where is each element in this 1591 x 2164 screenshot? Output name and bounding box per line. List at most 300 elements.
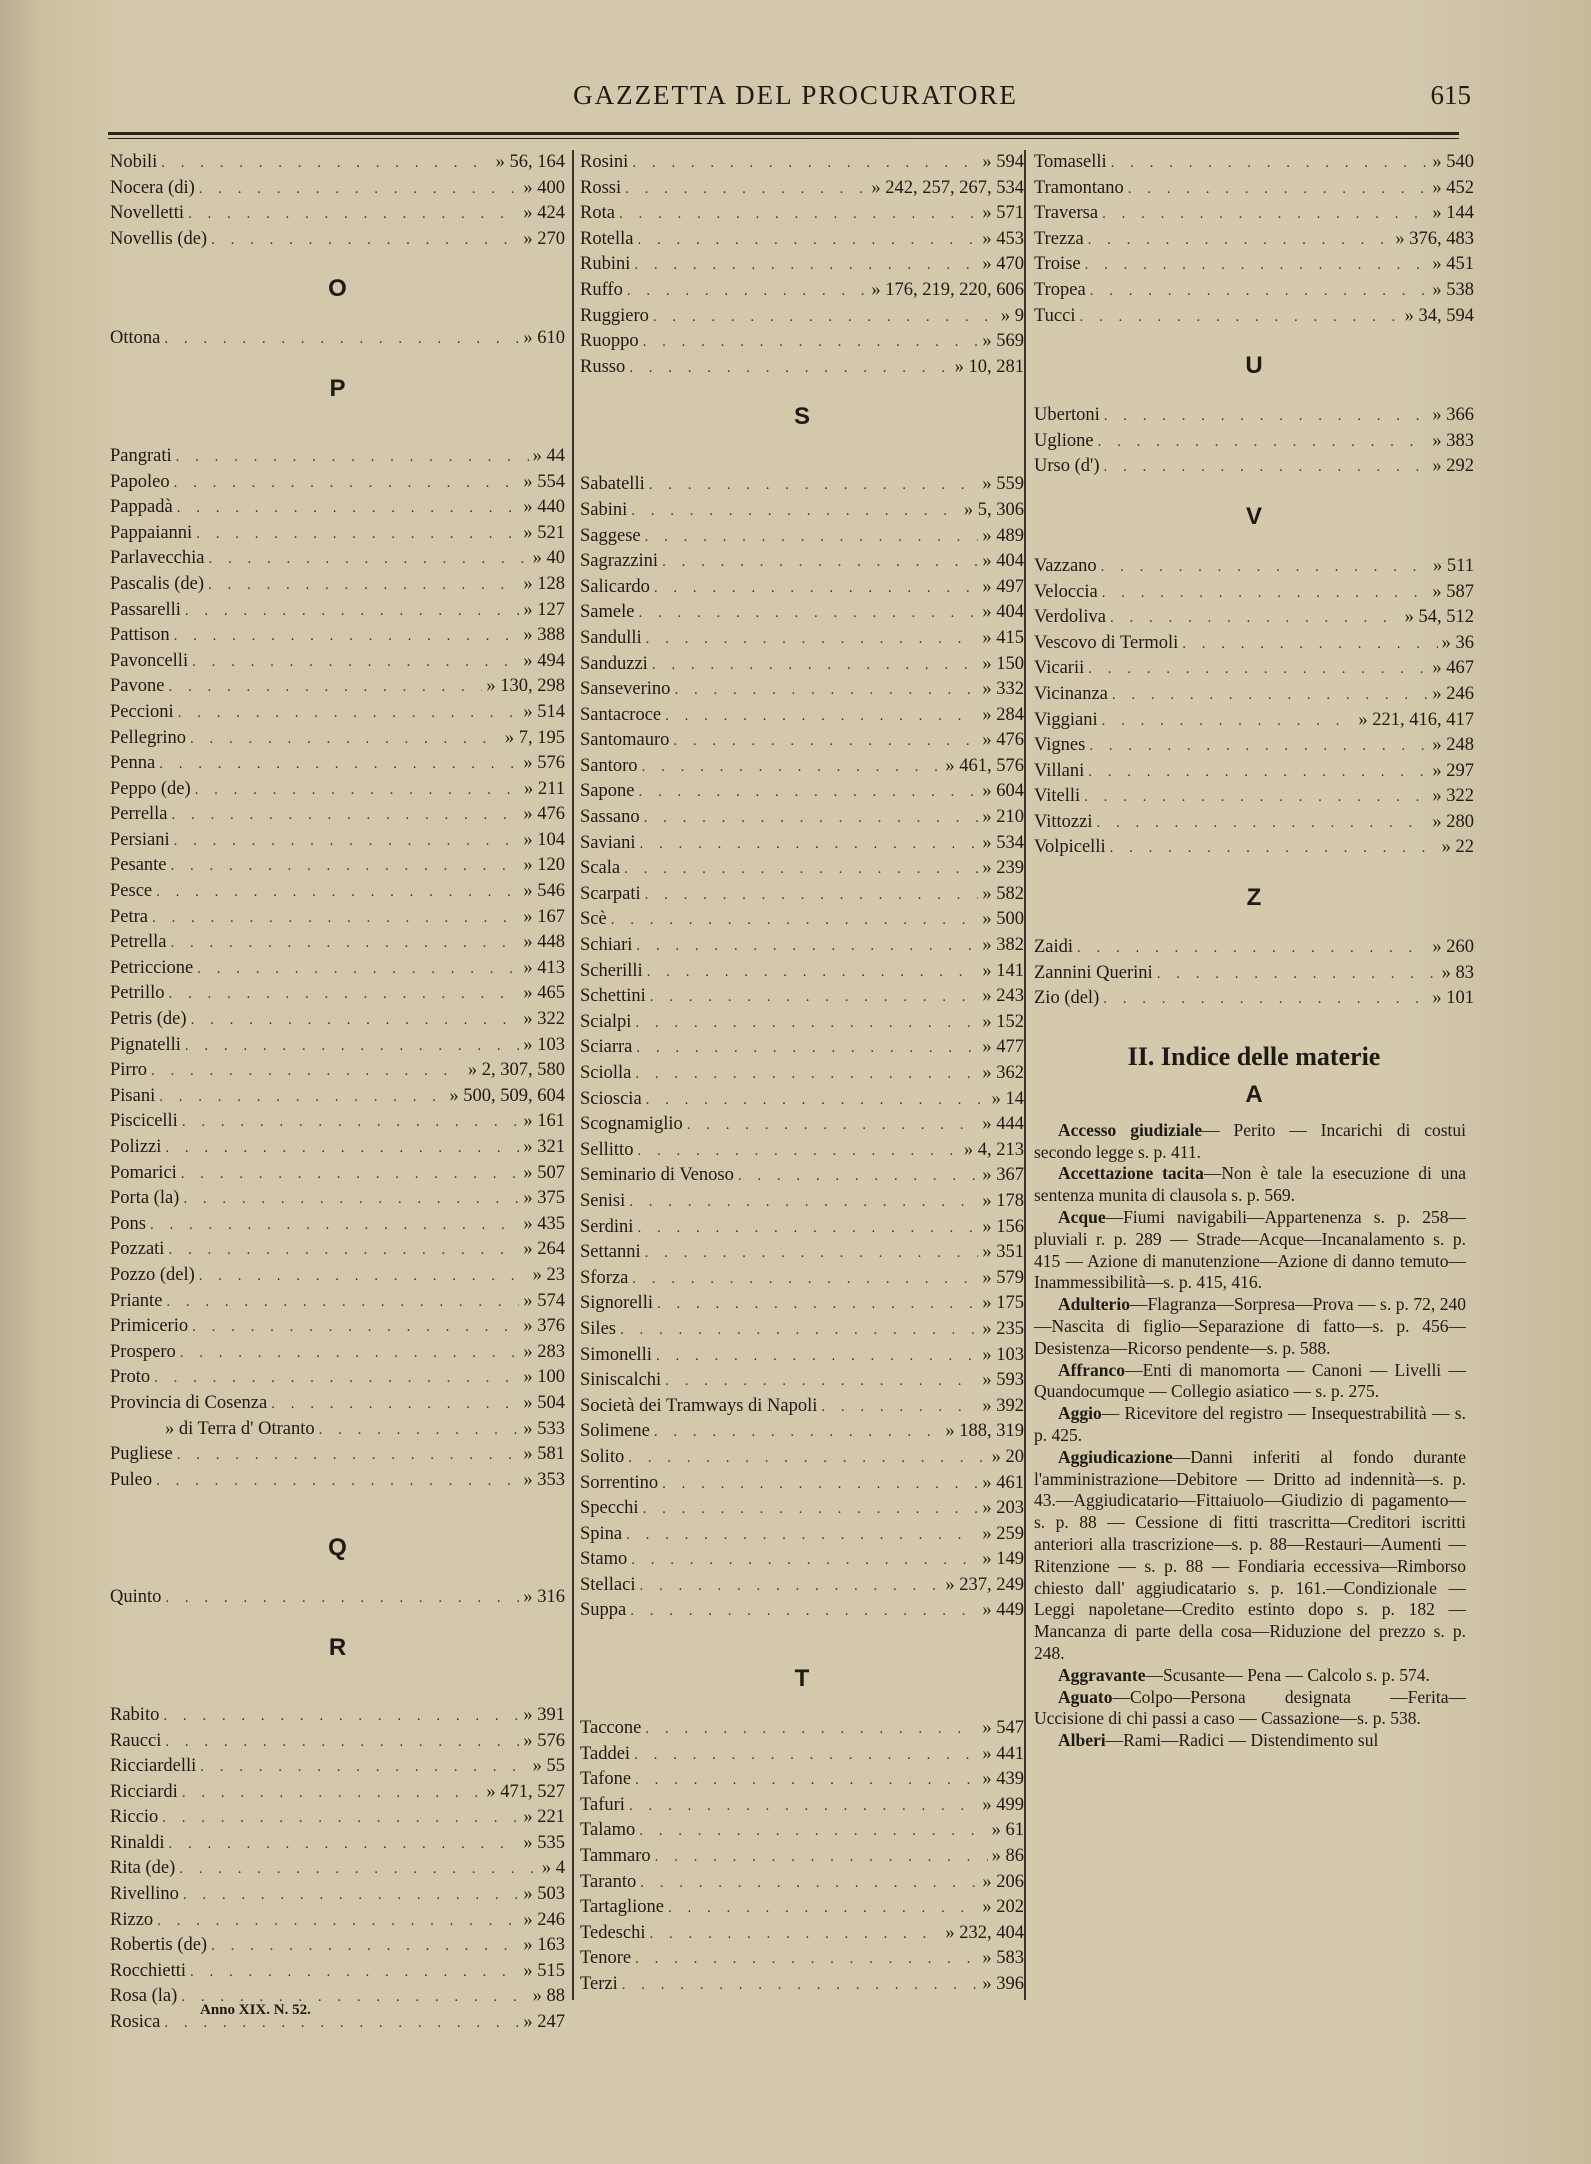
index-entry [110, 1780, 565, 1806]
subject-text: — Ricevitore del registro — Insequestrabilità — s. p. 425. [1034, 1403, 1466, 1445]
leader-dots [168, 675, 482, 701]
index-entry [1034, 201, 1474, 227]
leader-dots [209, 547, 529, 573]
leader-dots [640, 1871, 978, 1897]
entry-pages: » 36 [1441, 632, 1474, 653]
leader-dots [638, 601, 978, 627]
entry-name: Rossi [580, 177, 622, 198]
entry-pages: » 221 [523, 1807, 565, 1828]
index-entry [110, 623, 565, 649]
index-entry [110, 1908, 565, 1934]
index-entry [580, 1946, 1024, 1972]
entry-name: Porta (la) [110, 1188, 180, 1209]
index-entry [580, 201, 1024, 227]
entry-name: Settanni [580, 1242, 641, 1263]
leader-dots [622, 1973, 979, 1999]
leader-dots [195, 778, 520, 804]
entry-pages: » 471, 527 [486, 1781, 565, 1802]
entry-name: Scherilli [580, 960, 643, 981]
leader-dots [1111, 151, 1429, 177]
entry-name: Pascalis (de) [110, 573, 205, 594]
subject-term: Adulterio [1058, 1294, 1130, 1315]
leader-dots [625, 177, 867, 203]
leader-dots [211, 1934, 519, 1960]
leader-dots [1128, 177, 1429, 203]
leader-dots [657, 1292, 978, 1318]
leader-dots [161, 151, 491, 177]
index-entry [1034, 835, 1474, 861]
leader-dots [643, 1497, 979, 1523]
leader-dots [640, 832, 979, 858]
entry-pages: » 203 [982, 1498, 1024, 1519]
entry-pages: » 260 [1432, 937, 1474, 958]
leader-dots [656, 1344, 978, 1370]
entry-pages: » 579 [982, 1267, 1024, 1288]
index-entry [580, 728, 1024, 754]
entry-name: Pesce [110, 881, 153, 902]
entry-pages: » 533 [523, 1418, 565, 1439]
entry-pages: » 546 [523, 881, 565, 902]
entry-name: Scialpi [580, 1011, 632, 1032]
subject-text: —Colpo—Persona designata —Ferita—Uccisione di chi passi a caso — Cassazione—s. p. 538. [1034, 1686, 1466, 1729]
index-entry [580, 1368, 1024, 1394]
subject-text: —Enti di manomorta — Canoni — Livelli — Quandocumque — Collegio asiatico — s. p. 275. [1034, 1359, 1466, 1402]
index-entry [1034, 759, 1474, 785]
leader-dots [168, 982, 519, 1008]
entry-pages: » 574 [523, 1290, 565, 1311]
leader-dots [634, 253, 978, 279]
leader-dots [192, 1315, 519, 1341]
entry-pages: » 86 [991, 1846, 1024, 1867]
entry-name: Schiari [580, 935, 633, 956]
index-entry [110, 150, 565, 176]
subject-text: — Perito — Incarichi di costui secondo legge s. p. 411. [1034, 1119, 1466, 1162]
entry-name: Signorelli [580, 1293, 653, 1314]
entry-name: Pisani [110, 1085, 156, 1106]
index-entry [1034, 580, 1474, 606]
index-entry-list [1034, 403, 1474, 480]
index-column-3 [1024, 150, 1474, 2000]
index-entry [110, 802, 565, 828]
index-entry [580, 1087, 1024, 1113]
entry-name: Volpicelli [1034, 837, 1106, 858]
index-entry [1034, 227, 1474, 253]
page-header [100, 78, 1491, 116]
entry-pages: » 259 [982, 1523, 1024, 1544]
leader-dots [634, 1743, 978, 1769]
entry-pages: » 424 [523, 203, 565, 224]
entry-pages: » 167 [523, 906, 565, 927]
index-entry [580, 703, 1024, 729]
index-entry [1034, 278, 1474, 304]
entry-pages: » 477 [982, 1037, 1024, 1058]
index-entry [580, 1972, 1024, 1998]
entry-name: Vicinanza [1034, 683, 1108, 704]
entry-pages: » 5, 306 [963, 499, 1024, 520]
entry-pages: » 248 [1432, 735, 1474, 756]
index-entry-list [110, 1585, 565, 1611]
leader-dots [1088, 760, 1428, 786]
index-entry [110, 495, 565, 521]
entry-pages: » 270 [523, 228, 565, 249]
section-letter-r: R [328, 1633, 347, 1661]
leader-dots [632, 151, 978, 177]
entry-name: Sanduzzi [580, 653, 648, 674]
leader-dots [156, 880, 519, 906]
entry-pages: » 10, 281 [954, 356, 1024, 377]
index-entry [110, 1856, 565, 1882]
entry-name: Petrillo [110, 983, 165, 1004]
entry-pages: » 576 [523, 1730, 565, 1751]
index-entry [580, 1291, 1024, 1317]
leader-dots [636, 934, 978, 960]
index-entry [580, 626, 1024, 652]
index-entry [580, 498, 1024, 524]
index-entry [580, 831, 1024, 857]
entry-name: Polizzi [110, 1137, 162, 1157]
leader-dots [635, 1011, 978, 1037]
entry-pages: » 507 [523, 1162, 565, 1183]
entry-name: Rosini [580, 152, 629, 172]
index-entry [1034, 961, 1474, 987]
leader-dots [1110, 606, 1401, 632]
index-entry-list [110, 150, 565, 252]
leader-dots [1104, 455, 1429, 481]
index-entry [110, 1585, 565, 1611]
index-entry [580, 1921, 1024, 1947]
index-entry [580, 524, 1024, 550]
entry-name: Sagrazzini [580, 551, 659, 572]
index-entry [110, 1468, 565, 1494]
leader-dots [319, 1418, 520, 1444]
leader-dots [662, 550, 978, 576]
entry-pages: » 322 [1432, 786, 1474, 807]
entry-pages: » 476 [982, 730, 1024, 751]
entry-name: Provincia di Cosenza [110, 1392, 268, 1413]
entry-name: Quinto [110, 1587, 162, 1608]
leader-dots [1096, 811, 1428, 837]
entry-pages: » 504 [523, 1392, 565, 1413]
index-entry [110, 1703, 565, 1729]
entry-name: Viggiani [1034, 709, 1098, 730]
entry-pages: » 206 [982, 1871, 1024, 1892]
index-entry [580, 754, 1024, 780]
subject-index-title: II. Indice delle materie [1127, 1041, 1381, 1071]
leader-dots [653, 305, 997, 331]
entry-pages: » 4 [541, 1858, 565, 1879]
entry-name: Vignes [1034, 735, 1086, 756]
entry-pages: » 500 [982, 909, 1024, 930]
entry-pages: » 413 [523, 957, 565, 978]
index-entry [110, 1831, 565, 1857]
entry-name: Zio (del) [1034, 988, 1100, 1009]
entry-pages: » 500, 509, 604 [449, 1085, 565, 1106]
entry-name: Taddei [580, 1743, 631, 1764]
entry-pages: » 88 [532, 1986, 565, 2007]
index-entry [580, 1419, 1024, 1445]
entry-pages: » 141 [982, 960, 1024, 981]
leader-dots [182, 1781, 483, 1807]
leader-dots [154, 1366, 519, 1392]
header-rule-thick [108, 132, 1459, 135]
entry-name: Rinaldi [110, 1832, 165, 1853]
leader-dots [652, 653, 979, 679]
index-entry-list [110, 444, 565, 1493]
entry-name: Veloccia [1034, 581, 1098, 602]
entry-pages: » 104 [523, 829, 565, 850]
index-entry [110, 1161, 565, 1187]
index-entry [110, 1933, 565, 1959]
entry-pages: » 569 [982, 331, 1024, 352]
entry-name: Vicarii [1034, 658, 1085, 679]
entry-pages: » 56, 164 [495, 152, 565, 172]
entry-name: Piscicelli [110, 1111, 178, 1132]
entry-name: Siniscalchi [580, 1370, 662, 1391]
entry-name: Pattison [110, 625, 170, 646]
entry-name: Società dei Tramways di Napoli [580, 1395, 818, 1416]
leader-dots [738, 1164, 979, 1190]
entry-pages: » 40 [532, 548, 565, 569]
leader-dots [639, 1819, 987, 1845]
entry-name: Saviani [580, 832, 636, 853]
index-entry [580, 1598, 1024, 1624]
index-entry [580, 1522, 1024, 1548]
entry-name: Pirro [110, 1060, 147, 1081]
entry-pages: » 178 [982, 1190, 1024, 1211]
entry-pages: » 415 [982, 627, 1024, 648]
entry-name: Sciolla [580, 1063, 632, 1083]
entry-name: Tropea [1034, 279, 1086, 300]
entry-name: Seminario di Venoso [580, 1165, 734, 1186]
index-entry [580, 677, 1024, 703]
leader-dots [176, 445, 529, 471]
subject-entry [1034, 1730, 1474, 1752]
leader-dots [821, 1395, 978, 1421]
entry-name: Pesante [110, 855, 167, 876]
leader-dots [626, 1523, 978, 1549]
entry-pages: » 280 [1432, 811, 1474, 832]
entry-name: Tafone [580, 1769, 632, 1790]
entry-name: Pellegrino [110, 727, 187, 748]
index-entry [110, 1314, 565, 1340]
entry-name: Persiani [110, 829, 170, 850]
index-entry [110, 649, 565, 675]
entry-pages: » 188, 319 [945, 1421, 1024, 1442]
entry-pages: » 366 [1432, 405, 1474, 426]
entry-pages: » 404 [982, 551, 1024, 572]
subject-entry [1034, 1360, 1474, 1404]
entry-pages: » 461 [982, 1472, 1024, 1493]
entry-pages: » 534 [982, 832, 1024, 853]
entry-name: Prospero [110, 1341, 176, 1362]
leader-dots [185, 1034, 519, 1060]
entry-name: Scarpati [580, 883, 641, 904]
entry-name: Pavone [110, 676, 165, 697]
leader-dots [645, 1241, 979, 1267]
entry-name: Perrella [110, 804, 168, 825]
entry-pages: » 400 [523, 177, 565, 198]
entry-pages: » 382 [982, 935, 1024, 956]
entry-pages: » 7, 195 [504, 727, 565, 748]
leader-dots [668, 1896, 978, 1922]
leader-dots [192, 650, 519, 676]
entry-pages: » 604 [982, 781, 1024, 802]
leader-dots [157, 1909, 519, 1935]
entry-pages: » 83 [1441, 962, 1474, 983]
leader-dots [208, 573, 519, 599]
subject-text: —Scusante— Pena — Calcolo s. p. 574. [1145, 1664, 1430, 1685]
entry-name: Novellis (de) [110, 228, 208, 249]
leader-dots [645, 525, 979, 551]
entry-name: Stellaci [580, 1574, 636, 1595]
subject-term: Alberi [1058, 1730, 1106, 1751]
index-entry [580, 1343, 1024, 1369]
entry-name: Schettini [580, 986, 646, 1007]
entry-name: Simonelli [580, 1344, 652, 1365]
index-entry [110, 879, 565, 905]
index-entry [580, 1818, 1024, 1844]
index-entry [1034, 176, 1474, 202]
entry-pages: » 152 [982, 1011, 1024, 1032]
leader-dots [644, 806, 979, 832]
entry-pages: » 44 [532, 445, 565, 466]
index-entry [580, 1547, 1024, 1573]
entry-pages: » 101 [1432, 988, 1474, 1009]
index-entry [1034, 304, 1474, 330]
entry-name: Talamo [580, 1820, 636, 1841]
index-entry [1034, 656, 1474, 682]
index-entry [110, 326, 565, 352]
leader-dots [649, 1922, 941, 1948]
entry-pages: » 23 [532, 1264, 565, 1285]
leader-dots [1104, 404, 1429, 430]
entry-name: Raucci [110, 1730, 162, 1751]
leader-dots [1090, 279, 1429, 305]
leader-dots [1088, 228, 1392, 254]
entry-pages: » 9 [1000, 305, 1024, 326]
entry-name: Passarelli [110, 599, 181, 620]
subject-text: —Fiumi navigabili—Appartenenza s. p. 258—pluviali r. p. 289 — Strade—Acque—Incanalamento s. p. 415 — Azione di manutenzione—Azione di danno temuto—Inammessibilità—s. p. 415, 416. [1034, 1207, 1466, 1293]
entry-name: Santomauro [580, 730, 670, 751]
index-entry [1034, 784, 1474, 810]
entry-name: Peppo (de) [110, 778, 191, 799]
leader-dots [1103, 987, 1428, 1013]
entry-name: Rabito [110, 1704, 160, 1725]
index-entry [110, 1033, 565, 1059]
entry-pages: » 587 [1432, 581, 1474, 602]
entry-pages: » 120 [523, 855, 565, 876]
entry-name: Riccio [110, 1807, 159, 1828]
index-entry [580, 1471, 1024, 1497]
entry-pages: » 20 [991, 1446, 1024, 1467]
entry-pages: » 571 [982, 203, 1024, 224]
leader-dots [631, 1548, 978, 1574]
entry-name: Ruggiero [580, 305, 649, 326]
entry-name: Rosica [110, 2012, 161, 2033]
index-entry [580, 1240, 1024, 1266]
entry-name: Pons [110, 1213, 146, 1234]
leader-dots [1102, 581, 1429, 607]
entry-name: Priante [110, 1290, 163, 1311]
index-entry [1034, 631, 1474, 657]
entry-pages: » 247 [523, 2012, 565, 2033]
entry-name: Traversa [1034, 203, 1099, 224]
entry-name: Rita (de) [110, 1858, 176, 1879]
leader-dots [674, 678, 978, 704]
index-entry [580, 1844, 1024, 1870]
leader-dots [1089, 734, 1428, 760]
leader-dots [165, 1586, 519, 1612]
entry-pages: » 535 [523, 1832, 565, 1853]
index-entry [110, 444, 565, 470]
entry-pages: » 211 [524, 778, 565, 799]
subject-text: —Danni inferiti al fondo durante l'amministrazione—Debitore — Dritto ad indennità—s. p. 43.—Aggiudicatario—Fittaiuolo—Giudizio di pagamento—s. p. 88 — Cessione di fitti trascritta—Creditori iscritti anteriori alla trascrizione—s. p. 88—Restauri—Aumenti — Ritenzione — s. p. 88 — Fondiaria eccessiva—Rimborso chiesto dall' aggiudicatario s. p. 161.—Condizionale — Leggi napoletane—Credito estinto dopo s. p. 182 — Mancanza di parte della cosa—Riduzione del prezzo s. p. 248. [1034, 1446, 1466, 1663]
entry-pages: » 554 [523, 471, 565, 492]
index-entry [1034, 986, 1474, 1012]
entry-name: Papoleo [110, 471, 170, 492]
entry-name: Trezza [1034, 228, 1084, 249]
entry-pages: » 128 [523, 573, 565, 594]
leader-dots [627, 279, 868, 305]
entry-name: » di Terra d' Otranto [165, 1418, 315, 1439]
subject-entry [1034, 1120, 1474, 1164]
subject-term: Accettazione tacita [1058, 1163, 1204, 1184]
entry-name: Scognamiglio [580, 1114, 683, 1135]
leader-dots [179, 1857, 538, 1883]
leader-dots [629, 1190, 978, 1216]
leader-dots [163, 1704, 519, 1730]
index-entry [110, 751, 565, 777]
index-entry [580, 329, 1024, 355]
entry-pages: » 465 [523, 983, 565, 1004]
entry-pages: » 161 [523, 1111, 565, 1132]
leader-dots [611, 908, 979, 934]
subject-text: —Non è tale la esecuzione di una sentenza munita di clausola s. p. 569. [1034, 1163, 1466, 1206]
entry-name: Petris (de) [110, 1009, 187, 1030]
index-entry [580, 1035, 1024, 1061]
entry-pages: » 514 [523, 701, 565, 722]
leader-dots [183, 1187, 519, 1213]
index-entry [1034, 454, 1474, 480]
entry-pages: » 503 [523, 1884, 565, 1905]
entry-pages: » 4, 213 [963, 1139, 1024, 1160]
entry-pages: » 388 [523, 625, 565, 646]
entry-pages: » 440 [523, 497, 565, 518]
subject-entry [1034, 1294, 1474, 1359]
leader-dots [177, 1443, 520, 1469]
leader-dots [620, 1318, 978, 1344]
index-entry [1034, 810, 1474, 836]
index-entry [1034, 605, 1474, 631]
entry-pages: » 237, 249 [945, 1574, 1024, 1595]
leader-dots [1077, 936, 1428, 962]
index-entry [580, 176, 1024, 202]
entry-name: Robertis (de) [110, 1935, 208, 1956]
leader-dots [1079, 305, 1400, 331]
entry-name: Zannini Querini [1034, 962, 1153, 983]
entry-name: Rosa (la) [110, 1986, 178, 2007]
entry-name: Pappaianni [110, 522, 193, 543]
entry-name: Tenore [580, 1948, 632, 1969]
leader-dots [1084, 785, 1428, 811]
index-entry [580, 1767, 1024, 1793]
section-letter-s: S [793, 403, 810, 431]
index-entry [580, 1317, 1024, 1343]
entry-pages: » 452 [1432, 177, 1474, 198]
leader-dots [174, 829, 520, 855]
entry-pages: » 235 [982, 1318, 1024, 1339]
index-entry [110, 1729, 565, 1755]
